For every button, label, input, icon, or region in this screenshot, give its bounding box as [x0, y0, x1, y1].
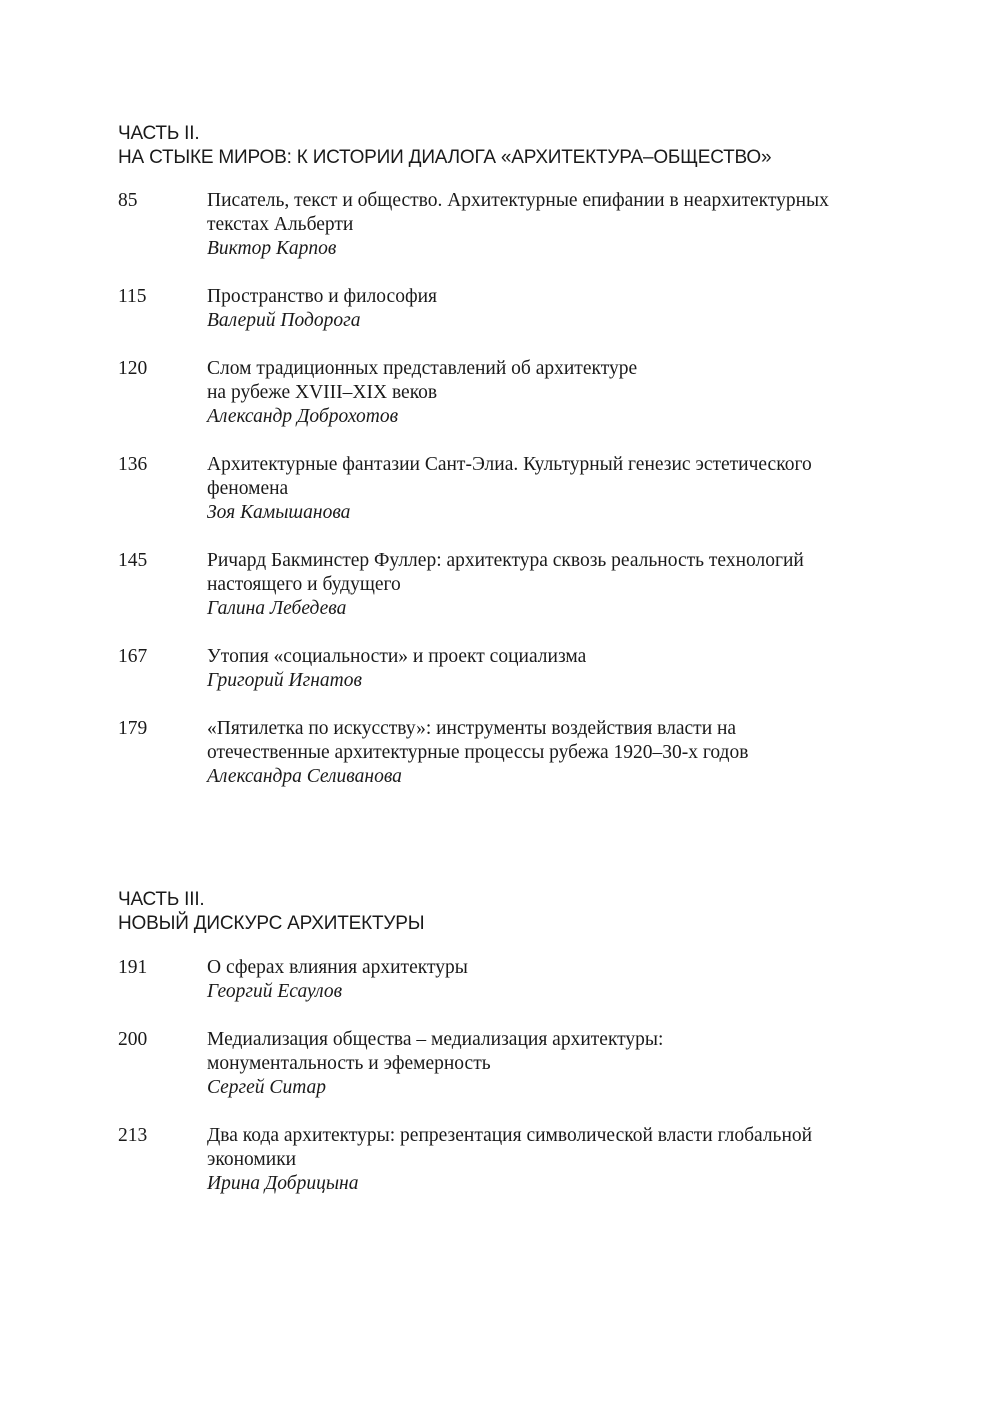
entry-title-line: на рубеже XVIII–XIX веков [207, 382, 438, 403]
entry-author: Григорий Игнатов [207, 670, 362, 691]
entry-author: Зоя Камышанова [207, 502, 351, 523]
entry-title-line: Два кода архитектуры: репрезентация символической власти глобальной [207, 1125, 813, 1146]
entry-author: Александр Доброхотов [207, 406, 399, 427]
part-2-heading [118, 122, 938, 170]
page-number: 213 [118, 1125, 148, 1146]
part-2-title: НА СТЫКЕ МИРОВ: К ИСТОРИИ ДИАЛОГА «АРХИТЕКТУРА–ОБЩЕСТВО» [118, 147, 772, 168]
entry-title-line: Ричард Бакминстер Фуллер: архитектура сквозь реальность технологий [207, 550, 804, 571]
entry-title-line: Пространство и философия [207, 286, 437, 307]
page-number: 191 [118, 957, 148, 978]
part-3-heading [118, 888, 938, 936]
entry-author: Виктор Карпов [207, 238, 337, 259]
page-number: 115 [118, 286, 147, 307]
page-number: 200 [118, 1029, 148, 1050]
page-number: 136 [118, 454, 148, 475]
page-number: 145 [118, 550, 148, 571]
entry-title-line: текстах Альберти [207, 214, 354, 235]
entry-title-line: монументальность и эфемерность [207, 1053, 491, 1074]
entry-title-line: «Пятилетка по искусству»: инструменты воздействия власти на [207, 718, 737, 739]
entry-author: Валерий Подорога [207, 310, 361, 331]
entry-title-line: феномена [207, 478, 289, 499]
entry-author: Ирина Добрицына [207, 1173, 359, 1194]
entry-title-line: Архитектурные фантазии Сант-Элиа. Культурный генезис эстетического [207, 454, 812, 475]
part-3-label: ЧАСТЬ III. [118, 889, 205, 910]
entry-author: Галина Лебедева [207, 598, 347, 619]
page-number: 120 [118, 358, 148, 379]
entry-title-line: Писатель, текст и общество. Архитектурные епифании в неархитектурных [207, 190, 829, 211]
entry-title-line: Утопия «социальности» и проект социализма [207, 646, 587, 667]
entry-title-line: настоящего и будущего [207, 574, 401, 595]
page-number: 179 [118, 718, 148, 739]
entry-title-line: О сферах влияния архитектуры [207, 957, 468, 978]
entry-author: Георгий Есаулов [207, 981, 343, 1002]
entry-author: Александра Селиванова [207, 766, 402, 787]
entry-title-line: экономики [207, 1149, 297, 1170]
part-3-title: НОВЫЙ ДИСКУРС АРХИТЕКТУРЫ [118, 913, 425, 934]
entry-title-line: отечественные архитектурные процессы рубежа 1920–30-х годов [207, 742, 749, 763]
part-2-label: ЧАСТЬ II. [118, 123, 200, 144]
page-number: 167 [118, 646, 148, 667]
entry-title-line: Медиализация общества – медиализация архитектуры: [207, 1029, 664, 1050]
entry-title-line: Слом традиционных представлений об архитектуре [207, 358, 638, 379]
entry-author: Сергей Ситар [207, 1077, 327, 1098]
page-number: 85 [118, 190, 138, 211]
